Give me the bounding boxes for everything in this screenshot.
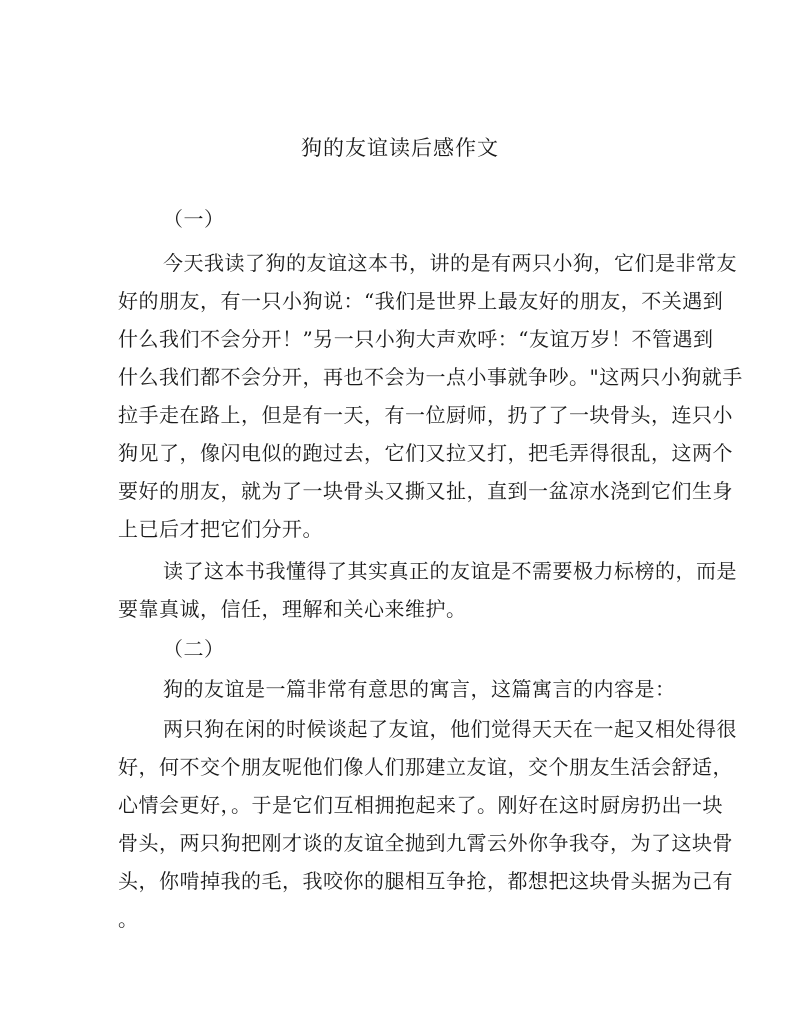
paragraph-4-line-6: 。 [118, 907, 139, 931]
paragraph-1-line-2: 好的朋友，有一只小狗说：“我们是世界上最友好的朋友，不关遇到 [118, 289, 724, 313]
paragraph-1-line-3: 什么我们不会分开！”另一只小狗大声欢呼：“友谊万岁！不管遇到 [118, 327, 714, 351]
paragraph-1-line-7: 要好的朋友，就为了一块骨头又撕又扯，直到一盆凉水浇到它们生身 [118, 479, 733, 503]
paragraph-4-line-5: 头，你啃掉我的毛，我咬你的腿相互争抢，都想把这块骨头据为己有 [118, 869, 733, 893]
paragraph-1-line-4: 什么我们都不会分开，再也不会为一点小事就争吵。"这两只小狗就手 [118, 365, 743, 389]
paragraph-4-line-4: 骨头，两只狗把刚才谈的友谊全抛到九霄云外你争我夺，为了这块骨 [118, 831, 733, 855]
paragraph-4-line-1: 两只狗在闲的时候谈起了友谊，他们觉得天天在一起又相处得很 [163, 717, 737, 741]
paragraph-3-line-1: 狗的友谊是一篇非常有意思的寓言，这篇寓言的内容是： [163, 677, 676, 701]
paragraph-1-line-6: 狗见了，像闪电似的跑过去，它们又拉又打，把毛弄得很乱，这两个 [118, 441, 733, 465]
page-title: 狗的友谊读后感作文 [301, 136, 499, 160]
section-heading-1: （一） [163, 207, 225, 231]
paragraph-2-line-1: 读了这本书我懂得了其实真正的友谊是不需要极力标榜的，而是 [163, 559, 737, 583]
paragraph-2-line-2: 要靠真诚，信任，理解和关心来维护。 [118, 597, 467, 621]
paragraph-4-line-3: 心情会更好，。于是它们互相拥抱起来了。刚好在这时厨房扔出一块 [118, 793, 723, 817]
paragraph-1-line-8: 上已后才把它们分开。 [118, 517, 323, 541]
paragraph-1-line-1: 今天我读了狗的友谊这本书，讲的是有两只小狗，它们是非常友 [163, 251, 737, 275]
paragraph-1-line-5: 拉手走在路上，但是有一天，有一位厨师，扔了了一块骨头，连只小 [118, 403, 733, 427]
paragraph-4-line-2: 好，何不交个朋友呢他们像人们那建立友谊，交个朋友生活会舒适， [118, 755, 733, 779]
section-heading-2: （二） [163, 637, 225, 661]
